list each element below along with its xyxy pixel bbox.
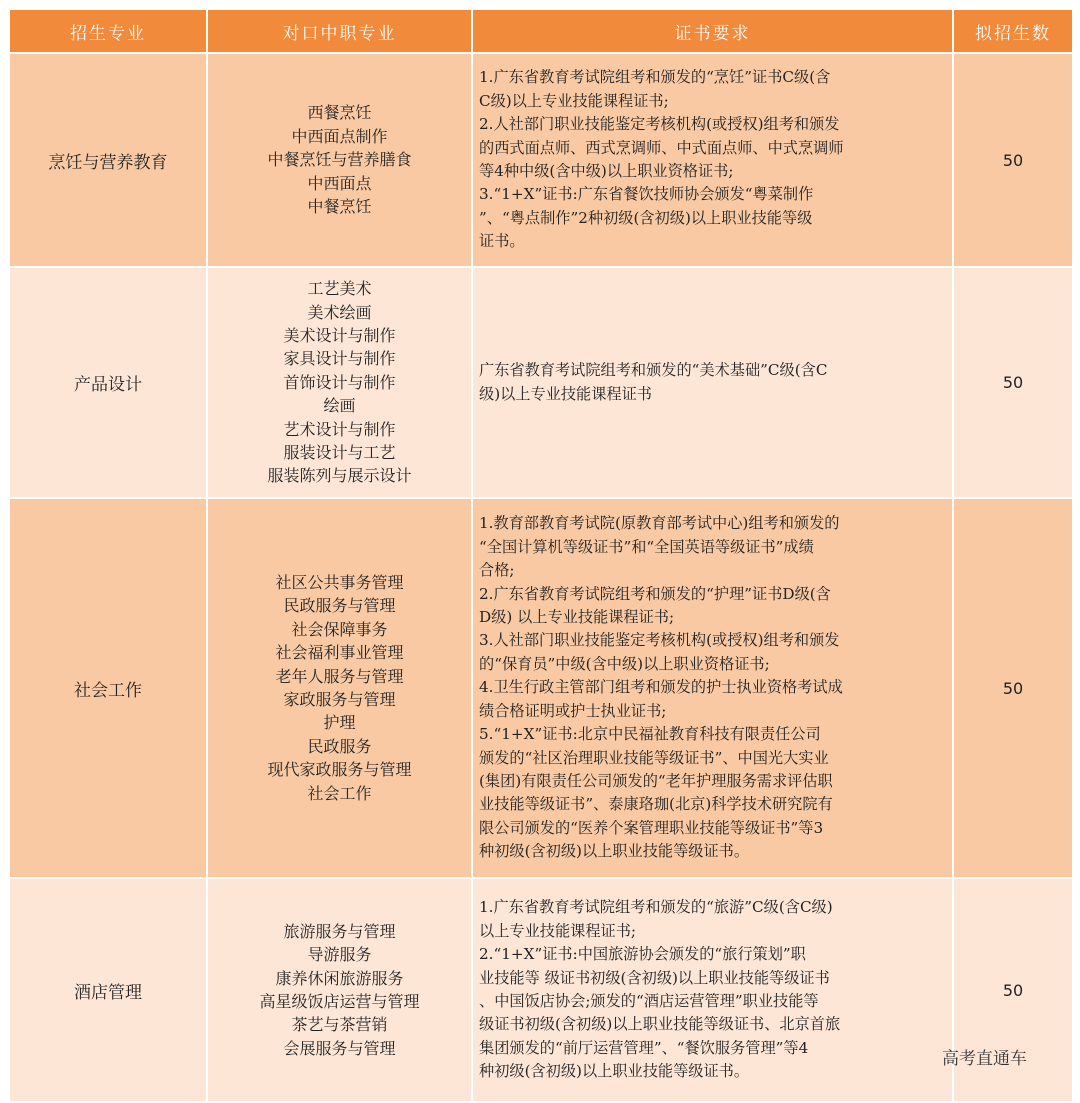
enrollment-major: 产品设计 — [10, 268, 206, 497]
secondary-major-item: 中餐烹饪与营养膳食 — [267, 150, 412, 170]
certificate-line: 种初级(含初级)以上职业技能等级证书。 — [479, 1062, 750, 1081]
enrollment-major: 社会工作 — [10, 499, 206, 877]
secondary-major-item: 现代家政服务与管理 — [267, 760, 412, 780]
secondary-major-item: 高星级饭店运营与管理 — [259, 992, 420, 1011]
secondary-major-list — [208, 879, 471, 1101]
secondary-major-item: 导游服务 — [307, 945, 372, 965]
certificate-line: 绩合格证明或护士执业证书; — [479, 701, 667, 720]
certificate-line: 业技能等级证书”、泰康珞珈(北京)科学技术研究院有 — [479, 795, 833, 814]
certificate-line: 4.卫生行政主管部门组考和颁发的护士执业资格考试成 — [479, 678, 843, 697]
planned-enrollment-count: 50 — [954, 499, 1072, 877]
certificate-line: 、中国饭店协会;颁发的“酒店运营管理”职业技能等 — [479, 992, 819, 1010]
secondary-major-item: 艺术设计与制作 — [283, 419, 396, 439]
watermark-text: 高考直通车 — [942, 1049, 1027, 1069]
secondary-major-item: 民政服务与管理 — [283, 596, 396, 616]
certificate-line: 2.人社部门职业技能鉴定考核机构(或授权)组考和颁发 — [479, 115, 840, 134]
certificate-line: 2.“1+X”证书:中国旅游协会颁发的“旅行策划”职 — [479, 945, 806, 964]
certificate-requirements — [473, 54, 952, 266]
enrollment-major: 酒店管理 — [10, 879, 206, 1101]
secondary-major-list — [208, 54, 471, 266]
header-major: 招生专业 — [10, 10, 206, 52]
certificate-line: C级)以上专业技能课程证书; — [479, 91, 669, 110]
certificate-line: 2.广东省教育考试院组考和颁发的“护理”证书D级(含 — [479, 584, 831, 603]
certificate-line: 等4种中级(含中级)以上职业资格证书; — [479, 162, 734, 180]
header-row — [10, 10, 1072, 52]
certificate-line: 合格; — [479, 561, 515, 580]
secondary-major-item: 绘画 — [323, 396, 356, 416]
secondary-major-item: 服装陈列与展示设计 — [267, 466, 412, 486]
certificate-line: 颁发的“社区治理职业技能等级证书”、中国光大实业 — [479, 748, 829, 767]
planned-enrollment-count: 50 — [954, 879, 1072, 1101]
secondary-major-item: 民政服务 — [307, 736, 372, 756]
certificate-line: 业技能等 级证书初级(含初级)以上职业技能等级证书 — [479, 968, 830, 987]
certificate-requirements — [473, 499, 952, 877]
table-row — [10, 499, 1072, 877]
table-row — [10, 879, 1072, 1101]
certificate-line: 的“保育员”中级(含中级)以上职业资格证书; — [479, 654, 770, 673]
secondary-major-item: 美术设计与制作 — [283, 325, 396, 345]
secondary-major-item: 社会工作 — [307, 783, 372, 803]
planned-enrollment-count: 50 — [954, 268, 1072, 497]
header-secondary-major: 对口中职专业 — [208, 10, 471, 52]
certificate-line: 级)以上专业技能课程证书 — [479, 384, 652, 403]
secondary-major-item: 旅游服务与管理 — [283, 921, 396, 941]
secondary-major-item: 首饰设计与制作 — [283, 372, 396, 392]
certificate-line: 1.教育部教育考试院(原教育部考试中心)组考和颁发的 — [479, 514, 840, 533]
certificate-line: 集团颁发的“前厅运营管理”、“餐饮服务管理”等4 — [479, 1038, 809, 1057]
certificate-line: 证书。 — [479, 232, 525, 251]
certificate-line: 1.广东省教育考试院组考和颁发的“旅游”C级(含C级) — [479, 898, 833, 917]
secondary-major-item: 老年人服务与管理 — [275, 666, 404, 686]
planned-enrollment-count: 50 — [954, 54, 1072, 266]
certificate-line: 的西式面点师、西式烹调师、中式面点师、中式烹调师 — [479, 138, 844, 157]
secondary-major-list — [208, 499, 471, 877]
secondary-major-item: 茶艺与茶营销 — [291, 1015, 388, 1035]
certificate-line: “全国计算机等级证书”和“全国英语等级证书”成绩 — [479, 537, 814, 556]
secondary-major-item: 康养休闲旅游服务 — [275, 968, 404, 988]
certificate-line: 以上专业技能课程证书; — [479, 921, 636, 940]
secondary-major-item: 社区公共事务管理 — [275, 572, 404, 592]
header-certificate-requirements: 证书要求 — [473, 10, 952, 52]
certificate-line: ”、“粤点制作”2种初级(含初级)以上职业技能等级 — [479, 208, 813, 227]
certificate-line: 种初级(含初级)以上职业技能等级证书。 — [479, 842, 750, 861]
certificate-line: 3.人社部门职业技能鉴定考核机构(或授权)组考和颁发 — [479, 631, 840, 650]
secondary-major-item: 护理 — [323, 713, 356, 733]
certificate-requirements — [473, 879, 952, 1101]
certificate-line: (集团)有限责任公司颁发的“老年护理服务需求评估职 — [479, 771, 833, 790]
certificate-line: D级) 以上专业技能课程证书; — [479, 608, 675, 627]
certificate-line: 5.“1+X”证书:北京中民福祉教育科技有限责任公司 — [479, 725, 821, 744]
secondary-major-item: 社会福利事业管理 — [275, 643, 404, 663]
certificate-line: 1.广东省教育考试院组考和颁发的“烹饪”证书C级(含 — [479, 68, 831, 87]
secondary-major-item: 会展服务与管理 — [283, 1038, 396, 1058]
enrollment-major: 烹饪与营养教育 — [10, 54, 206, 266]
secondary-major-item: 中西面点制作 — [291, 126, 388, 146]
secondary-major-item: 家具设计与制作 — [283, 349, 396, 369]
certificate-line: 3.“1+X”证书:广东省餐饮技师协会颁发“粤菜制作 — [479, 185, 814, 204]
secondary-major-item: 社会保障事务 — [291, 619, 388, 639]
secondary-major-item: 工艺美术 — [307, 279, 372, 299]
header-planned-enrollment: 拟招生数 — [954, 10, 1072, 52]
secondary-major-item: 美术绘画 — [307, 302, 372, 322]
secondary-major-item: 中餐烹饪 — [307, 197, 372, 217]
certificate-line: 限公司颁发的“医养个案管理职业技能等级证书”等3 — [479, 818, 824, 837]
secondary-major-item: 服装设计与工艺 — [283, 443, 396, 463]
secondary-major-item: 西餐烹饪 — [307, 103, 372, 123]
secondary-major-item: 家政服务与管理 — [283, 690, 396, 709]
secondary-major-list — [208, 268, 471, 497]
certificate-requirements — [473, 268, 952, 497]
enrollment-table — [8, 8, 1074, 1103]
certificate-line: 广东省教育考试院组考和颁发的“美术基础”C级(含C — [479, 361, 828, 380]
table-row — [10, 268, 1072, 497]
table-row — [10, 54, 1072, 266]
certificate-line: 级证书初级(含初级)以上职业技能等级证书、北京首旅 — [479, 1015, 841, 1034]
secondary-major-item: 中西面点 — [307, 173, 372, 193]
